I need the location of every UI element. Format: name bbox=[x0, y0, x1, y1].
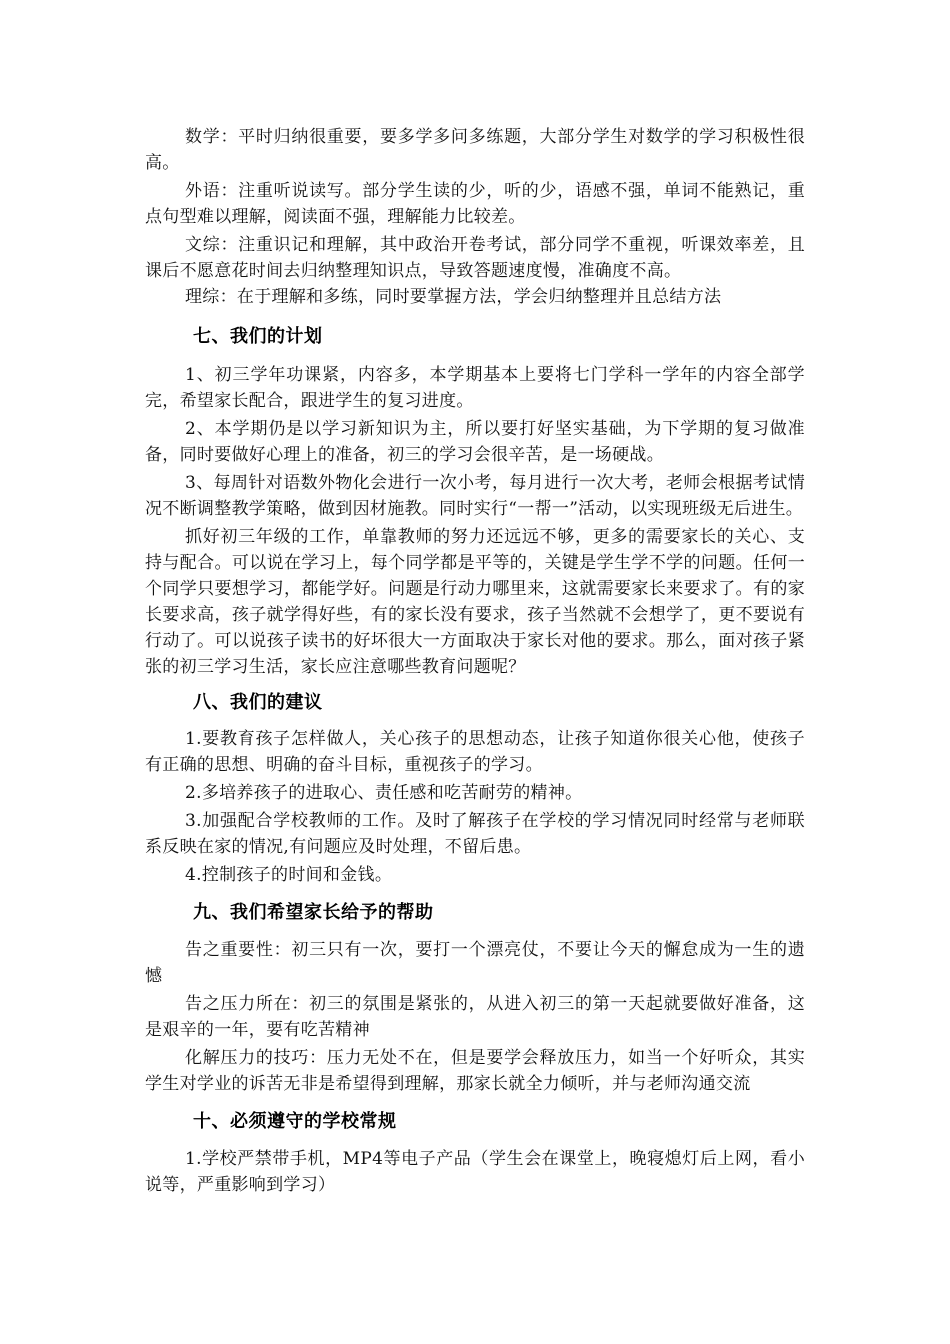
suggestion-item-4: 4.控制孩子的时间和金钱。 bbox=[185, 865, 393, 885]
suggestion-item-3: 3.加强配合学校教师的工作。及时了解孩子在学校的学习情况同时经常与老师联系反映在家的情况,有问题应及时处理，不留后患。 bbox=[145, 811, 805, 857]
plan-item-2: 2、本学期仍是以学习新知识为主，所以要打好坚实基础，为下学期的复习做准备，同时要做好心理上的准备，初三的学习会很辛苦，是一场硬战。 bbox=[145, 419, 805, 465]
help-stress-relief: 化解压力的技巧：压力无处不在，但是要学会释放压力，如当一个好听众，其实学生对学业的诉苦无非是希望得到理解，那家长就全力倾听，并与老师沟通交流 bbox=[145, 1048, 805, 1094]
suggestion-item-1: 1.要教育孩子怎样做人，关心孩子的思想动态，让孩子知道你很关心他，使孩子有正确的思想、明确的奋斗目标，重视孩子的学习。 bbox=[145, 729, 805, 775]
help-pressure: 告之压力所在：初三的氛围是紧张的，从进入初三的第一天起就要做好准备，这是艰辛的一年，要有吃苦精神 bbox=[145, 994, 805, 1040]
plan-summary-paragraph: 抓好初三年级的工作，单靠教师的努力还远远不够，更多的需要家长的关心、支持与配合。可以说在学习上，每个同学都是平等的，关键是学生学不学的问题。任何一个同学只要想学习，都能学好。问题是行动力哪里来，这就需要家长来要求了。有的家长要求高，孩子就学得好些，有的家长没有要求，孩子当然就不会想学了，更不要说有行动了。可以说孩子读书的好坏很大一方面取决于家长对他的要求。那么，面对孩子紧张的初三学习生活，家长应注意哪些教育问题呢？ bbox=[145, 527, 805, 677]
document-body bbox=[145, 124, 805, 1198]
paragraph-foreign-language: 外语：注重听说读写。部分学生读的少，听的少，语感不强，单词不能熟记，重点句型难以理解，阅读面不强，理解能力比较差。 bbox=[145, 181, 805, 227]
paragraph-math: 数学：平时归纳很重要，要多学多问多练题，大部分学生对数学的学习积极性很高。 bbox=[145, 127, 805, 173]
plan-item-1: 1、初三学年功课紧，内容多，本学期基本上要将七门学科一学年的内容全部学完，希望家长配合，跟进学生的复习进度。 bbox=[145, 365, 805, 411]
plan-item-3: 3、每周针对语数外物化会进行一次小考，每月进行一次大考，老师会根据考试情况不断调整教学策略，做到因材施教。同时实行“一帮一”活动，以实现班级无后进生。 bbox=[145, 473, 805, 519]
section-heading-plan: 七、我们的计划 bbox=[193, 326, 323, 347]
section-heading-suggestions: 八、我们的建议 bbox=[193, 692, 323, 713]
section-heading-parent-help: 九、我们希望家长给予的帮助 bbox=[193, 902, 434, 923]
section-heading-school-rules: 十、必须遵守的学校常规 bbox=[193, 1111, 397, 1132]
help-importance: 告之重要性：初三只有一次，要打一个漂亮仗，不要让今天的懈怠成为一生的遗憾 bbox=[145, 940, 805, 986]
rule-item-1: 1.学校严禁带手机，MP4等电子产品（学生会在课堂上，晚寝熄灯后上网，看小说等，严重影响到学习） bbox=[145, 1149, 805, 1195]
paragraph-liberal-arts: 文综：注重识记和理解，其中政治开卷考试，部分同学不重视，听课效率差，且课后不愿意花时间去归纳整理知识点，导致答题速度慢，准确度不高。 bbox=[145, 235, 805, 281]
paragraph-science: 理综：在于理解和多练，同时要掌握方法，学会归纳整理并且总结方法 bbox=[185, 287, 722, 307]
suggestion-item-2: 2.多培养孩子的进取心、责任感和吃苦耐劳的精神。 bbox=[185, 783, 583, 803]
